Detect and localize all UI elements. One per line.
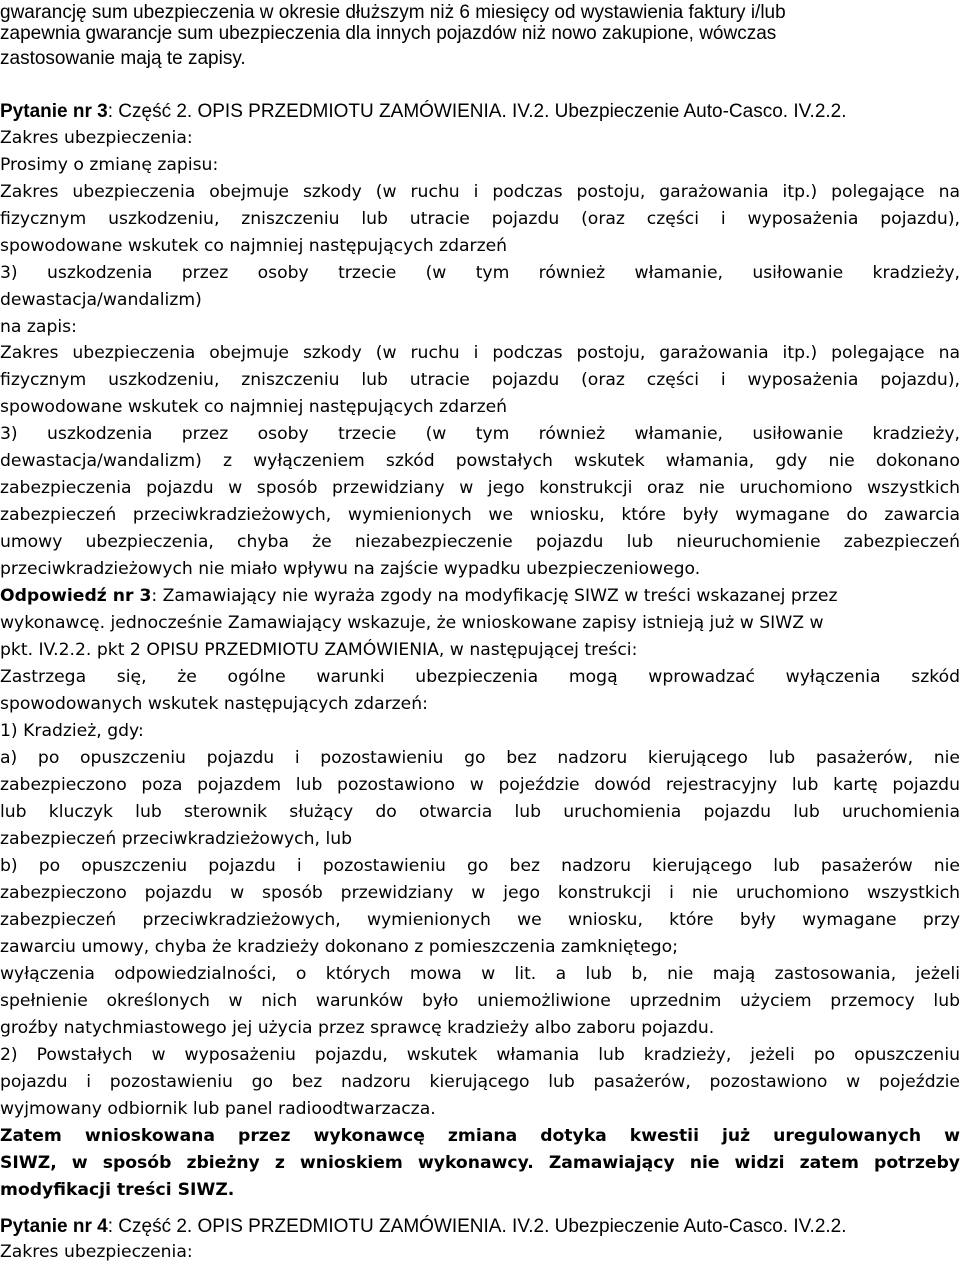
text-line: dewastacja/wandalizm) xyxy=(0,290,202,310)
conclusion-line: Zatem wnioskowana przez wykonawcę zmiana dotyka kwestii już uregulowanych w xyxy=(0,1126,960,1146)
text-line: Zakres ubezpieczenia: xyxy=(0,1242,193,1262)
text-line: Zakres ubezpieczenia obejmuje szkody (w ruchu i podczas postoju, garażowania itp.) polegające na xyxy=(0,343,960,363)
text-line: wykonawcę. jednocześnie Zamawiający wskazuje, że wnioskowane zapisy istnieją już w SIWZ w xyxy=(0,613,824,633)
text-line: 2) Powstałych w wyposażeniu pojazdu, wskutek włamania lub kradzieży, jeżeli po opuszczeniu xyxy=(0,1045,960,1065)
text-line: gwarancję sum ubezpieczenia w okresie dłuższym niż 6 miesięcy od wystawienia faktury i/lub xyxy=(0,2,786,23)
text-line: zabezpieczono pojazdu w sposób przewidziany w jego konstrukcji i nie uruchomiono wszystkich xyxy=(0,883,960,903)
text-line: zapewnia gwarancje sum ubezpieczenia dla innych pojazdów niż nowo zakupione, wówczas xyxy=(0,23,777,44)
text-line: spowodowane wskutek co najmniej następujących zdarzeń xyxy=(0,236,508,256)
question-3-label: Pytanie nr 3 xyxy=(0,101,108,122)
question-4-header xyxy=(0,1213,960,1240)
text-line: spowodowane wskutek co najmniej następujących zdarzeń xyxy=(0,397,508,417)
text-line: 1) Kradzież, gdy: xyxy=(0,721,144,741)
text-line: zabezpieczono poza pojazdem lub pozostawiono w pojeździe dowód rejestracyjny lub kartę pojazdu xyxy=(0,775,960,795)
text-line: na zapis: xyxy=(0,317,77,337)
text-line: 3) uszkodzenia przez osoby trzecie (w tym również włamanie, usiłowanie kradzieży, xyxy=(0,263,960,283)
text-line: b) po opuszczeniu pojazdu i pozostawieniu go bez nadzoru kierującego lub pasażerów nie xyxy=(0,856,960,876)
text-line: fizycznym uszkodzeniu, zniszczeniu lub utracie pojazdu (oraz części i wyposażenia pojazdu), xyxy=(0,370,960,390)
text-line: pojazdu i pozostawieniu go bez nadzoru kierującego lub pasażerów, pozostawiono w pojeździe xyxy=(0,1072,960,1092)
text-line: Zakres ubezpieczenia obejmuje szkody (w ruchu i podczas postoju, garażowania itp.) polegające na xyxy=(0,182,960,202)
text-line: 3) uszkodzenia przez osoby trzecie (w tym również włamanie, usiłowanie kradzieży, xyxy=(0,424,960,444)
conclusion-line: SIWZ, w sposób zbieżny z wnioskiem wykonawcy. Zamawiający nie widzi zatem potrzeby xyxy=(0,1153,960,1173)
text-line: zabezpieczeń przeciwkradzieżowych, wymienionych we wniosku, które były wymagane przy xyxy=(0,910,960,930)
text-line: Prosimy o zmianę zapisu: xyxy=(0,155,219,175)
text-line: dewastacja/wandalizm) z wyłączeniem szkód powstałych wskutek włamania, gdy nie dokonano xyxy=(0,451,960,471)
text-line: Zastrzega się, że ogólne warunki ubezpieczenia mogą wprowadzać wyłączenia szkód xyxy=(0,667,960,687)
text-line: zabezpieczeń przeciwkradzieżowych, wymienionych we wniosku, które były wymagane do zawarcia xyxy=(0,505,960,525)
question-4-title: : Część 2. OPIS PRZEDMIOTU ZAMÓWIENIA. IV.2. Ubezpieczenie Auto-Casco. IV.2.2. xyxy=(107,1216,847,1237)
text-line: wyjmowany odbiornik lub panel radioodtwarzacza. xyxy=(0,1099,436,1119)
text-line: zabezpieczenia pojazdu w sposób przewidziany w jego konstrukcji oraz nie uruchomiono wszystkich xyxy=(0,478,960,498)
text-line: groźby natychmiastowego jej użycia przez sprawcę kradzieży albo zaboru pojazdu. xyxy=(0,1018,715,1038)
text-line: lub kluczyk lub sterownik służący do otwarcia lub uruchomienia pojazdu lub uruchomienia xyxy=(0,802,960,822)
conclusion-line: modyfikacji treści SIWZ. xyxy=(0,1180,235,1200)
question-4-label: Pytanie nr 4 xyxy=(0,1216,108,1237)
text-line: pkt. IV.2.2. pkt 2 OPISU PRZEDMIOTU ZAMÓWIENIA, w następującej treści: xyxy=(0,640,638,660)
text-line: umowy ubezpieczenia, chyba że niezabezpieczenie pojazdu lub nieuruchomienie zabezpieczeń xyxy=(0,532,960,552)
text-line: zawarciu umowy, chyba że kradzieży dokonano z pomieszczenia zamkniętego; xyxy=(0,937,678,957)
text-line: przeciwkradzieżowych nie miało wpływu na zajście wypadku ubezpieczeniowego. xyxy=(0,559,701,579)
text-line: fizycznym uszkodzeniu, zniszczeniu lub utracie pojazdu (oraz części i wyposażenia pojazdu), xyxy=(0,209,960,229)
text-line: spowodowanych wskutek następujących zdarzeń: xyxy=(0,694,428,714)
question-3-title: : Część 2. OPIS PRZEDMIOTU ZAMÓWIENIA. IV.2. Ubezpieczenie Auto-Casco. IV.2.2. xyxy=(107,101,847,122)
answer-3-line: Odpowiedź nr 3: Zamawiający nie wyraża zgody na modyfikację SIWZ w treści wskazanej przez xyxy=(0,586,838,606)
text-line: a) po opuszczeniu pojazdu i pozostawieniu go bez nadzoru kierującego lub pasażerów, nie xyxy=(0,748,960,768)
text-line: zabezpieczeń przeciwkradzieżowych, lub xyxy=(0,829,353,849)
text-line: Zakres ubezpieczenia: xyxy=(0,128,193,148)
text-line: wyłączenia odpowiedzialności, o których mowa w lit. a lub b, nie mają zastosowania, jeżeli xyxy=(0,964,960,984)
text-line: spełnienie określonych w nich warunków było uniemożliwione uprzednim użyciem przemocy lub xyxy=(0,991,960,1011)
answer-3-label: Odpowiedź nr 3 xyxy=(0,586,152,606)
question-3-header xyxy=(0,98,960,125)
text-line: zastosowanie mają te zapisy. xyxy=(0,48,246,69)
